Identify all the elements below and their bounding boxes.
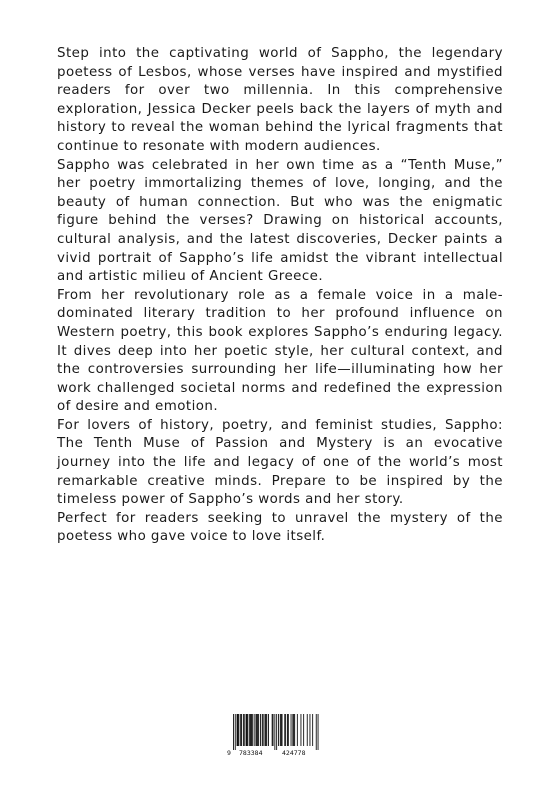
barcode-bar: [273, 714, 274, 746]
barcode-bar: [282, 714, 283, 746]
isbn-barcode: [227, 714, 319, 760]
barcode-bar: [235, 714, 236, 750]
barcode-bar: [288, 714, 289, 746]
barcode-left-group: 783384: [239, 749, 263, 757]
barcode-bar: [247, 714, 248, 746]
barcode-bar: [272, 714, 273, 746]
barcode-bar: [238, 714, 239, 746]
barcode-bar: [285, 714, 286, 746]
barcode-bar: [287, 714, 288, 746]
barcode-bar: [254, 714, 255, 746]
barcode-bar: [278, 714, 279, 746]
barcode-bar: [256, 714, 257, 746]
barcode-bar: [238, 714, 239, 746]
barcode-bar: [263, 714, 264, 746]
barcode-bar: [256, 714, 257, 746]
barcode-bars: [227, 714, 319, 750]
book-description: [57, 45, 503, 547]
barcode-bar: [291, 714, 292, 746]
barcode-bar: [274, 714, 275, 750]
barcode-bar: [251, 714, 252, 746]
description-paragraph-5: Perfect for readers seeking to unravel the mystery of the poetess who gave voice to love itself.: [57, 510, 503, 545]
barcode-bar: [292, 714, 293, 746]
barcode-bar: [243, 714, 244, 746]
barcode-bar: [318, 714, 319, 750]
barcode-bar: [266, 714, 267, 746]
barcode-bar: [276, 714, 277, 750]
barcode-bar: [240, 714, 241, 746]
barcode-bar: [281, 714, 282, 746]
barcode-bar: [265, 714, 266, 746]
barcode-bar: [316, 714, 317, 750]
barcode-bar: [258, 714, 259, 746]
barcode-bar: [247, 714, 248, 746]
barcode-bar: [265, 714, 266, 746]
barcode-bar: [307, 714, 308, 746]
barcode-bar: [297, 714, 298, 746]
barcode-right-group: 424778: [282, 749, 306, 757]
barcode-bar: [268, 714, 269, 746]
barcode-bar: [250, 714, 251, 746]
barcode-bar: [312, 714, 313, 746]
barcode-bar: [244, 714, 245, 746]
barcode-bar: [246, 714, 247, 746]
barcode-bar: [301, 714, 302, 746]
barcode-bar: [284, 714, 285, 746]
barcode-bar: [310, 714, 311, 746]
barcode-bar: [280, 714, 281, 746]
description-paragraph-2: Sappho was celebrated in her own time as a “Tenth Muse,” her poetry immortalizing themes of love, longing, and the beauty of human connection. But who was the enigmatic figure behind the verses? Drawing on historical accounts, cultural analysis, and the latest discoveries, Decker paints a vivid portrait of Sappho’s life amidst the vibrant intellectual and artistic milieu of Ancient Greece.: [57, 157, 503, 285]
barcode-bar: [249, 714, 250, 746]
description-paragraph-1: Step into the captivating world of Sappho, the legendary poetess of Lesbos, whose verses have inspired and mystified readers for over two millennia. In this comprehensive exploration, Jessica Decker peels back the layers of myth and history to reveal the woman behind the lyrical fragments that continue to resonate with modern audiences.: [57, 46, 503, 154]
barcode-bar: [262, 714, 263, 746]
barcode-bar: [241, 714, 242, 746]
barcode-bar: [257, 714, 258, 746]
barcode-prefix-digit: 9: [227, 749, 231, 757]
barcode-bar: [237, 714, 238, 746]
barcode-bar: [294, 714, 295, 746]
barcode-bar: [252, 714, 253, 746]
description-paragraph-4: For lovers of history, poetry, and feminist studies, Sappho: The Tenth Muse of Passion and Mystery is an evocative journey into the life and legacy of one of the world’s most remarkable creative minds. Prepare to be inspired by the timeless power of Sappho’s words and her story.: [57, 417, 503, 508]
barcode-bar: [233, 714, 234, 750]
barcode-bar: [293, 714, 294, 746]
description-paragraph-3: From her revolutionary role as a female voice in a male-dominated literary tradition to her profound influence on Western poetry, this book explores Sappho’s enduring legacy. It dives deep into her poetic style, her cultural context, and the controversies surrounding her life—illuminating how her work challenged societal norms and redefined the expression of desire and emotion.: [57, 287, 503, 415]
barcode-bar: [260, 714, 261, 746]
barcode-bar: [303, 714, 304, 746]
